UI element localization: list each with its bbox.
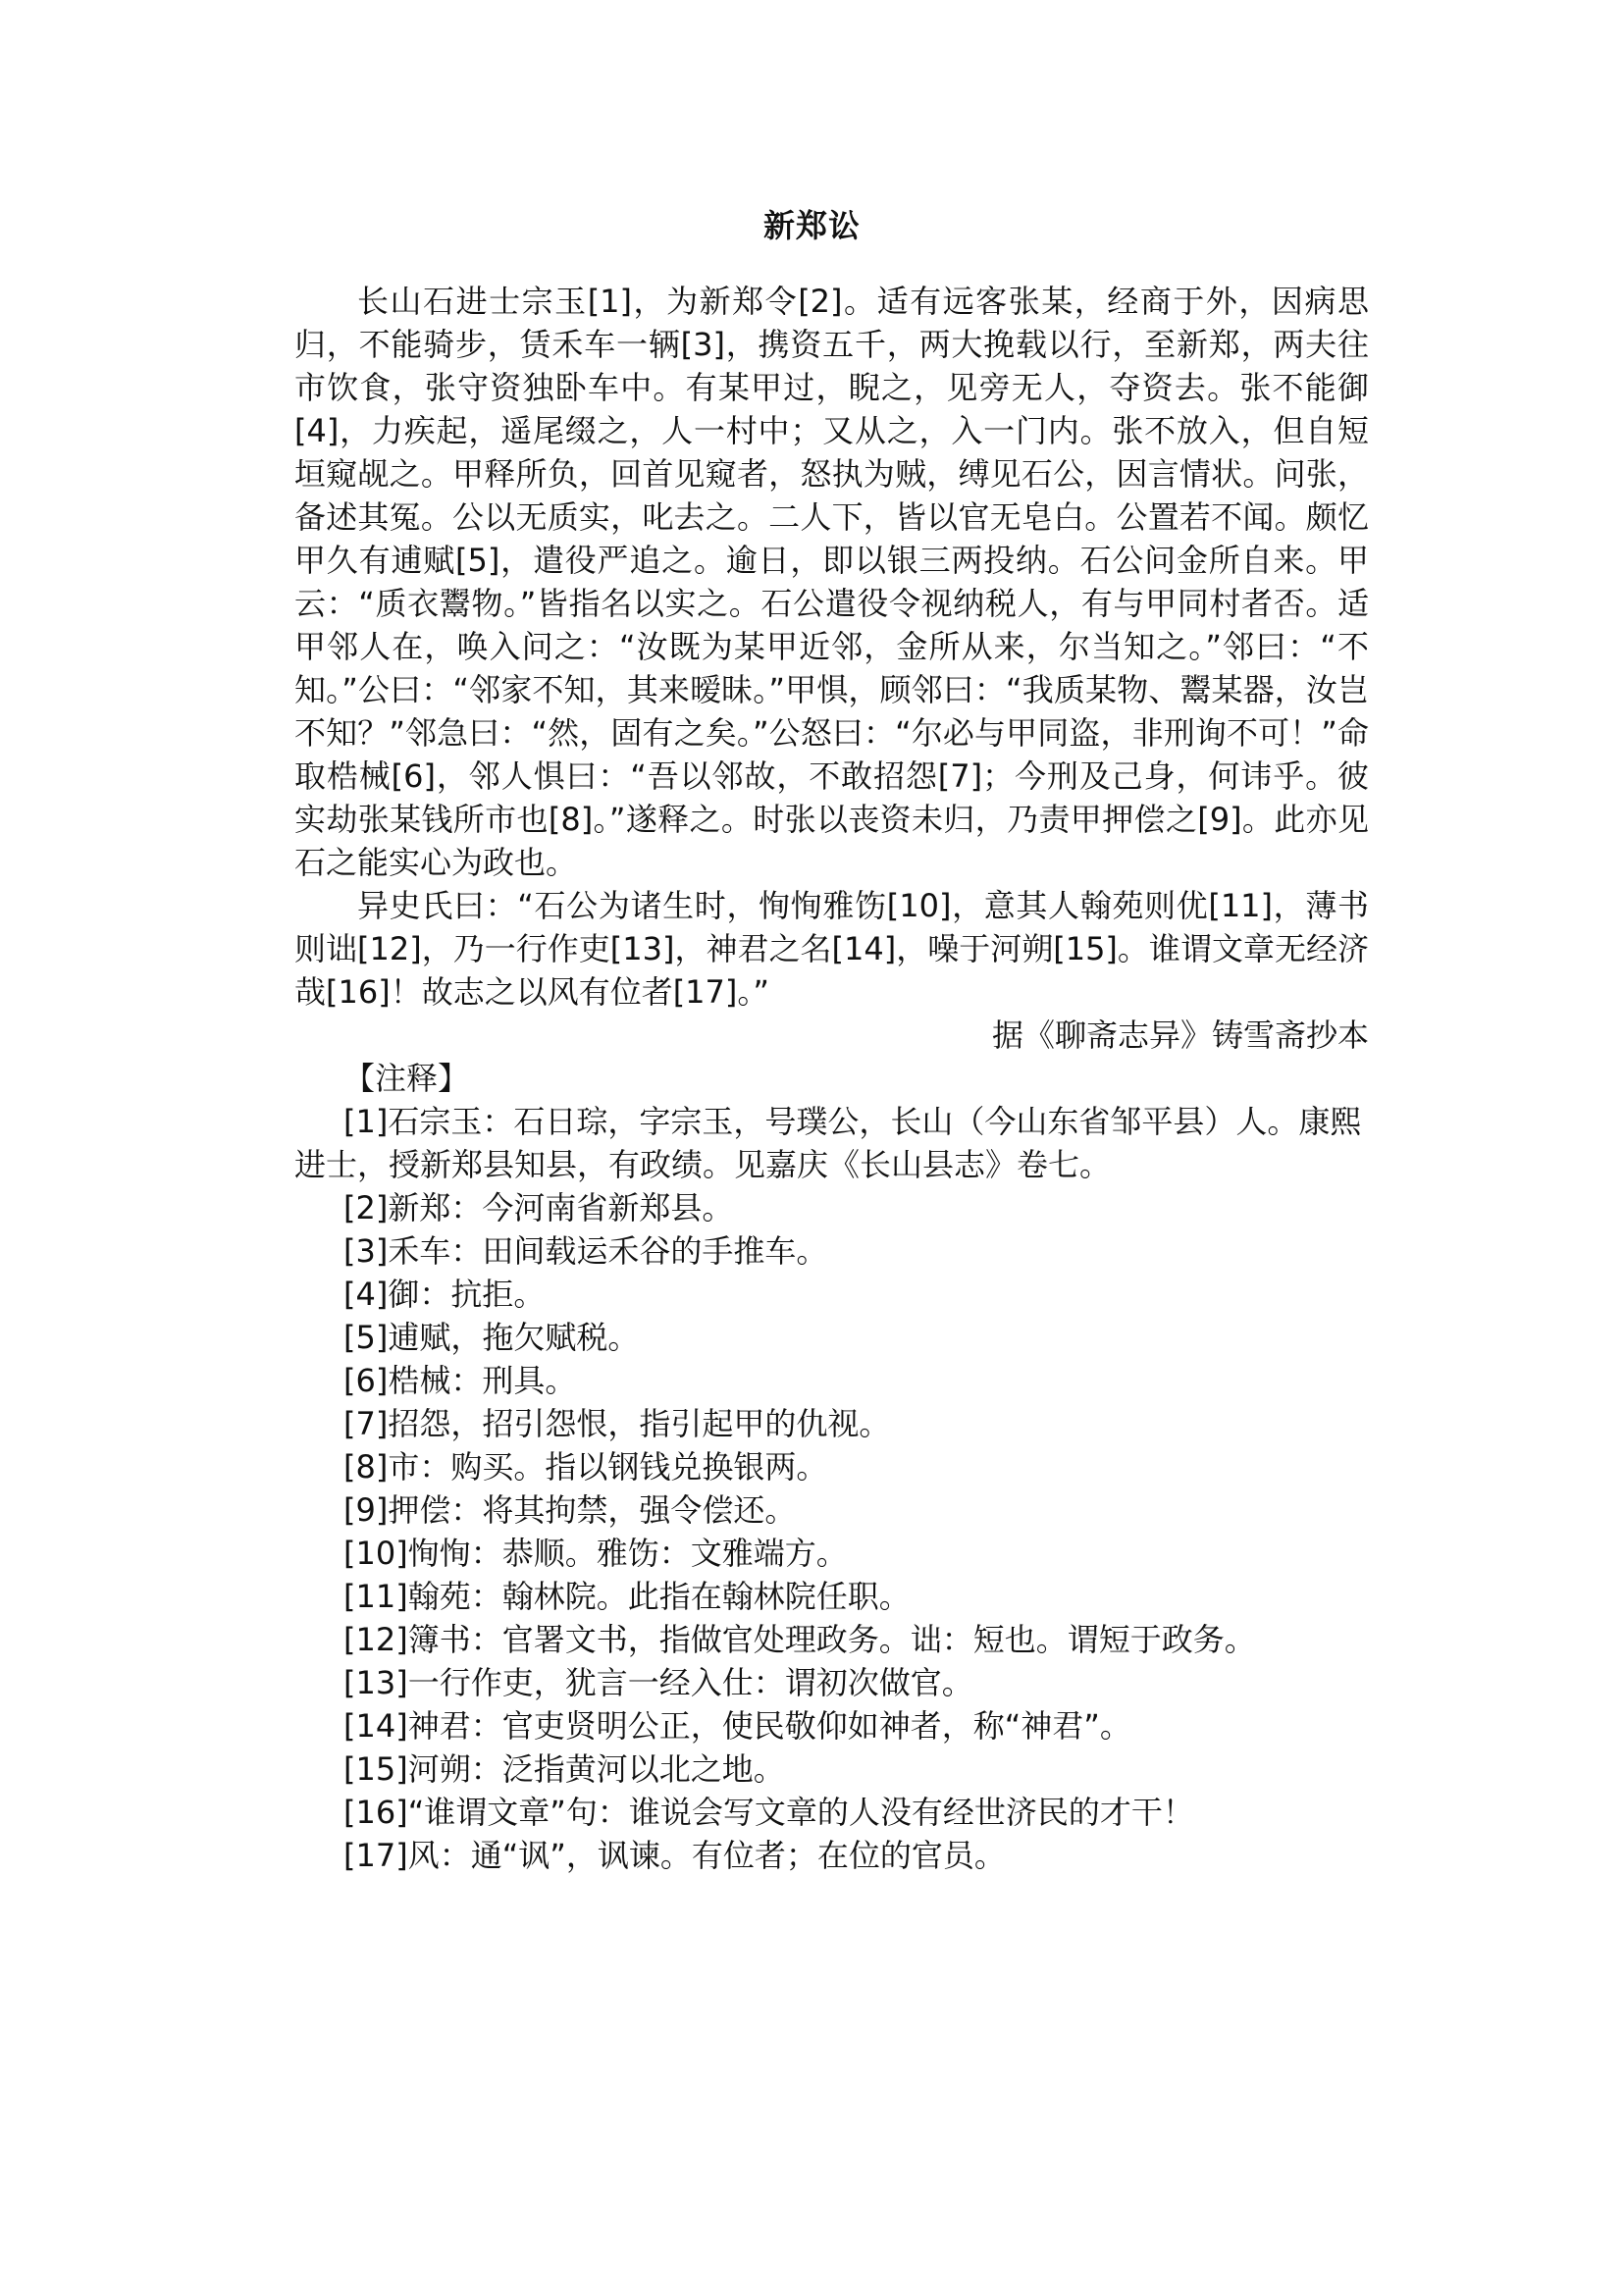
commentary-paragraph: 异史氏曰：“石公为诸生时，恂恂雅饬[10]，意其人翰苑则优[11]，薄书则诎[12]，乃一行作吏[13]，神君之名[14]，噪于河朔[15]。谁谓文章无经济哉[16]！故志之以风有位者[17]。” — [294, 887, 1369, 1011]
note-item: [12]簿书：官署文书，指做官处理政务。诎：短也。谓短于政务。 — [343, 1621, 1256, 1658]
story-paragraph: 长山石进士宗玉[1]，为新郑令[2]。适有远客张某，经商于外，因病思归，不能骑步，赁禾车一辆[3]，携资五千，两大挽载以行，至新郑，两夫往市饮食，张守资独卧车中。有某甲过，睨之，见旁无人，夺资去。张不能御[4]，力疾起，遥尾缀之，人一村中；又从之，入一门内。张不放入，但自短垣窥觇之。甲释所负，回首见窥者，怒执为贼，缚见石公，因言情状。问张，备述其冤。公以无质实，叱去之。二人下，皆以官无皂白。公置若不闻。颇忆甲久有逋赋[5]，遣役严追之。逾日，即以银三两投纳。石公问金所自来。甲云：“质衣鬻物。”皆指名以实之。石公遣役令视纳税人，有与甲同村者否。适甲邻人在，唤入问之：“汝既为某甲近邻，金所从来，尔当知之。”邻曰：“不知。”公曰：“邻家不知，其来暧昧。”甲惧，顾邻曰：“我质某物、鬻某器，汝岂不知？”邻急曰：“然，固有之矣。”公怒曰：“尔必与甲同盗，非刑询不可！”命取梏械[6]，邻人惧曰：“吾以邻故，不敢招怨[7]；今刑及己身，何讳乎。彼实劫张某钱所市也[8]。”遂释之。时张以丧资未归，乃责甲押偿之[9]。此亦见石之能实心为政也。 — [294, 283, 1369, 881]
note-item: [15]河朔：泛指黄河以北之地。 — [343, 1750, 785, 1788]
document-body — [294, 280, 1369, 1877]
note-item: [7]招怨，招引怨恨，指引起甲的仇视。 — [343, 1405, 891, 1442]
note-item: [8]市：购买。指以钢钱兑换银两。 — [343, 1448, 828, 1486]
source-citation: 据《聊斋志异》铸雪斋抄本 — [991, 1017, 1369, 1054]
note-item: [13]一行作吏，犹言一经入仕：谓初次做官。 — [343, 1664, 973, 1701]
note-item: [9]押偿：将其拘禁，强令偿还。 — [343, 1491, 797, 1529]
note-item: [17]风：通“讽”，讽谏。有位者；在位的官员。 — [343, 1837, 1006, 1874]
note-item: [5]逋赋，拖欠赋税。 — [343, 1319, 640, 1356]
note-item: [1]石宗玉：石日琮，字宗玉，号璞公，长山（今山东省邹平县）人。康熙进士，授新郑县知县，有政绩。见嘉庆《长山县志》卷七。 — [294, 1103, 1362, 1183]
note-item: [11]翰苑：翰林院。此指在翰林院任职。 — [343, 1578, 911, 1615]
note-item: [16]“谁谓文章”句：谁说会写文章的人没有经世济民的才干！ — [343, 1794, 1194, 1831]
note-item: [4]御：抗拒。 — [343, 1276, 546, 1313]
note-item: [2]新郑：今河南省新郑县。 — [343, 1189, 734, 1226]
note-item: [3]禾车：田间载运禾谷的手推车。 — [343, 1232, 828, 1270]
document-title: 新郑讼 — [762, 207, 861, 244]
note-item: [6]梏械：刑具。 — [343, 1362, 577, 1399]
note-item: [14]神君：官吏贤明公正，使民敬仰如神者，称“神君”。 — [343, 1707, 1131, 1745]
notes-heading: 【注释】 — [343, 1060, 470, 1097]
note-item: [10]恂恂：恭顺。雅饬：文雅端方。 — [343, 1535, 848, 1572]
